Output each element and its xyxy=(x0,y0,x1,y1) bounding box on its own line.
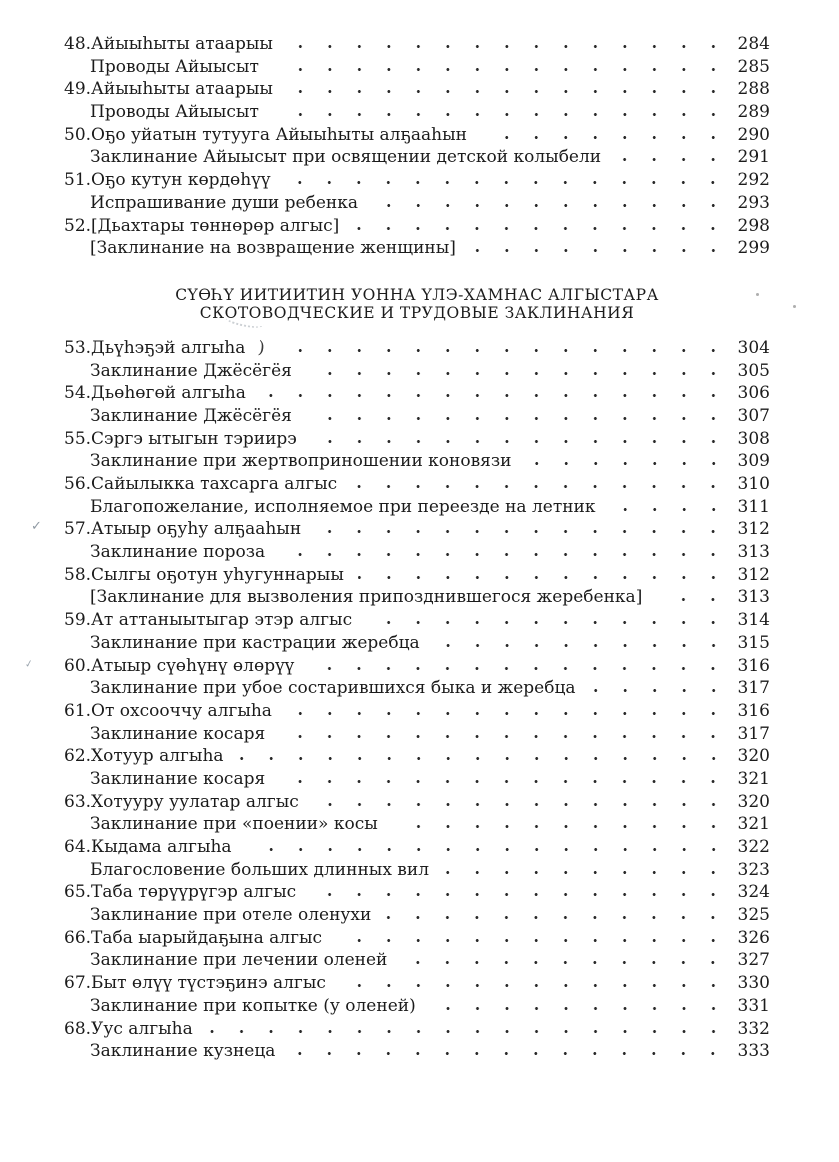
entry-title: Сылгы оҕотун уһугуннарыы xyxy=(91,564,344,585)
entry-translation: Заклинание при кастрации жеребца xyxy=(90,632,420,653)
toc-subtitle-row xyxy=(64,237,770,260)
toc-entry-row xyxy=(64,473,770,496)
page-number: 299 xyxy=(737,238,770,259)
entry-translation: Заклинание пороза xyxy=(90,542,266,563)
page-number: 320 xyxy=(737,746,770,767)
toc-subtitle-row xyxy=(64,632,770,655)
toc-entry-row xyxy=(64,428,770,451)
toc-entry-row xyxy=(24,655,770,678)
dot-leader xyxy=(353,226,728,231)
page-number: 322 xyxy=(737,837,770,857)
page-number: 317 xyxy=(737,723,770,744)
entry-title: Быт өлүү түстэҕинэ алгыс xyxy=(91,973,326,994)
dot-leader xyxy=(615,157,728,162)
dot-leader xyxy=(401,960,728,965)
toc-subtitle-row xyxy=(64,496,770,519)
dot-leader xyxy=(279,552,728,557)
page-number: 326 xyxy=(737,927,770,948)
entry-translation: Заклинание при «поении» косы xyxy=(90,814,378,835)
page-number: 292 xyxy=(737,170,770,191)
dot-leader xyxy=(287,44,728,49)
entry-title: Ат аттаныытыгар этэр алгыс xyxy=(91,610,353,631)
toc-subtitle-row xyxy=(64,541,770,564)
page-number: 311 xyxy=(737,496,770,517)
entry-title: Оҕо кутун көрдөһүү xyxy=(91,170,271,191)
entry-translation: Заклинание при убое состарившихся быка и жеребца xyxy=(90,678,576,699)
dot-leader xyxy=(308,666,728,671)
toc-entry-row xyxy=(64,1018,770,1041)
dot-leader xyxy=(313,802,728,807)
entry-number: 67. xyxy=(64,973,92,994)
page-number: 327 xyxy=(737,950,770,971)
toc-entry-row xyxy=(64,169,770,192)
page-number: 316 xyxy=(737,655,770,676)
page-number: 312 xyxy=(737,564,770,585)
entry-title: Айыыһыты атаарыы xyxy=(91,79,273,100)
dot-leader xyxy=(434,643,728,648)
dot-leader xyxy=(260,393,728,398)
dot-leader xyxy=(273,112,728,117)
page-number: 323 xyxy=(737,859,770,880)
pencil-check-mark: ✓ xyxy=(31,519,42,535)
entry-title: [Дьахтары төннөрөр алгыс] xyxy=(91,215,340,236)
toc-subtitle-row xyxy=(64,146,770,169)
entry-title: Атыыр оҕуһу алҕааһын xyxy=(91,519,302,540)
page-number: 307 xyxy=(737,405,770,426)
toc-subtitle-row xyxy=(64,1040,770,1063)
dot-leader xyxy=(289,1051,728,1056)
toc-block-2 xyxy=(24,337,770,1063)
toc-entry-row xyxy=(64,791,770,814)
entry-translation: Благопожелание, исполняемое при переезде на летник xyxy=(90,496,596,517)
toc-entry-row xyxy=(64,609,770,632)
dot-leader xyxy=(366,620,728,625)
dot-leader xyxy=(526,461,728,466)
dot-leader xyxy=(273,67,728,72)
entry-number: 52. xyxy=(64,215,92,236)
entry-title: Атыыр сүөһүнү өлөрүү xyxy=(91,655,295,676)
entry-title: Таба төрүүрүгэр алгыс xyxy=(91,882,297,903)
entry-translation: Проводы Айыысыт xyxy=(90,102,259,123)
entry-title: Айыыһыты атаарыы xyxy=(91,34,273,54)
page-number: 332 xyxy=(737,1018,770,1039)
toc-subtitle-row xyxy=(64,723,770,746)
entry-title: Кыдама алгыһа xyxy=(91,837,232,857)
dot-leader xyxy=(286,711,728,716)
page-number: 293 xyxy=(737,192,770,213)
entry-translation: Заклинание при копытке (у оленей) xyxy=(90,995,416,1016)
dot-leader xyxy=(238,756,728,761)
entry-number: 49. xyxy=(64,79,92,100)
dot-leader xyxy=(358,575,728,580)
page-number: 320 xyxy=(737,791,770,812)
dot-leader xyxy=(443,870,728,875)
toc-entry-row xyxy=(64,78,770,101)
dot-leader xyxy=(336,938,728,943)
entry-number: 66. xyxy=(64,927,92,948)
page-number: 324 xyxy=(737,882,770,903)
entry-number: 53. xyxy=(64,337,92,358)
entry-translation: Испрашивание души ребенка xyxy=(90,192,358,213)
entry-number: 68. xyxy=(64,1018,92,1039)
entry-translation: Заклинание при отеле оленухи xyxy=(90,905,372,926)
entry-number: 54. xyxy=(64,383,92,404)
toc-subtitle-row xyxy=(64,813,770,836)
toc-entry-row xyxy=(64,33,770,56)
page-number: 290 xyxy=(737,124,770,145)
page-number: 310 xyxy=(737,474,770,494)
entry-translation: Заклинание косаря xyxy=(90,768,266,789)
toc-subtitle-row xyxy=(64,405,770,428)
toc-entry-row xyxy=(64,215,770,238)
entry-translation: Заклинание Джёсёгёя xyxy=(90,405,292,426)
section-heading xyxy=(64,286,770,323)
entry-translation: Заклинание при лечении оленей xyxy=(90,950,388,971)
dot-leader xyxy=(340,983,728,988)
table-of-contents xyxy=(24,33,770,1063)
entry-number: 50. xyxy=(64,124,92,145)
page-number: 330 xyxy=(737,973,770,994)
dot-leader xyxy=(287,89,728,94)
entry-number: 59. xyxy=(64,610,92,631)
toc-entry-row xyxy=(64,564,770,587)
page-number: 306 xyxy=(737,383,770,404)
entry-title: Дьөһөгөй алгыһа xyxy=(91,383,246,404)
toc-subtitle-row xyxy=(64,677,770,700)
pencil-note-mark: ) xyxy=(257,337,267,359)
toc-block-1 xyxy=(64,33,770,260)
dot-leader xyxy=(315,529,728,534)
entry-translation: [Заклинание на возвращение женщины] xyxy=(90,238,456,259)
entry-title: Хотууру уулатар алгыс xyxy=(91,791,299,812)
page-number: 325 xyxy=(737,905,770,926)
page-number: 313 xyxy=(737,587,770,608)
scan-speck xyxy=(793,305,796,308)
page-number: 317 xyxy=(737,678,770,699)
entry-title: Хотуур алгыһа xyxy=(91,746,224,767)
toc-subtitle-row xyxy=(64,949,770,972)
entry-translation: Проводы Айыысыт xyxy=(90,56,259,77)
entry-number: 63. xyxy=(64,791,92,812)
dot-leader xyxy=(430,1006,728,1011)
entry-translation: Заклинание Джёсёгёя xyxy=(90,360,292,381)
page-number: 315 xyxy=(737,632,770,653)
entry-number: 62. xyxy=(64,746,92,767)
entry-translation: [Заклинание для вызволения припозднившегося жеребенка] xyxy=(90,587,643,608)
entry-number: 51. xyxy=(64,170,92,191)
dot-leader xyxy=(246,847,728,852)
toc-entry-row xyxy=(64,124,770,147)
toc-subtitle-row xyxy=(64,586,770,609)
entry-translation: Заклинание при жертвоприношении коновязи xyxy=(90,451,512,472)
page-number: 312 xyxy=(737,519,770,540)
toc-subtitle-row xyxy=(64,859,770,882)
entry-number: 65. xyxy=(64,882,92,903)
entry-title: Оҕо уйатын тутууга Айыыһыты алҕааһын xyxy=(91,124,467,145)
dot-leader xyxy=(306,416,728,421)
dot-leader xyxy=(385,915,728,920)
dot-leader xyxy=(470,248,728,253)
entry-number: 58. xyxy=(64,564,92,585)
page-number: 313 xyxy=(737,542,770,563)
section-heading-yakut: СҮӨҺҮ ИИТИИТИН УОННА ҮЛЭ-ХАМНАС АЛГЫСТАРА xyxy=(175,285,659,304)
page-number: 291 xyxy=(737,147,770,168)
page-number: 289 xyxy=(737,102,770,123)
page-number: 309 xyxy=(737,451,770,472)
entry-number: 64. xyxy=(64,837,92,857)
dot-leader xyxy=(372,203,728,208)
toc-entry-row xyxy=(64,836,770,859)
toc-subtitle-row xyxy=(64,995,770,1018)
dot-leader xyxy=(392,824,728,829)
page-number: 308 xyxy=(737,428,770,449)
entry-translation: Заклинание кузнеца xyxy=(90,1041,276,1062)
dot-leader xyxy=(311,439,728,444)
toc-entry-row xyxy=(31,518,770,541)
entry-translation: Заклинание Айыысыт при освящении детской колыбели xyxy=(90,147,602,168)
entry-translation: Благословение больших длинных вил xyxy=(90,859,430,880)
entry-title: Дьүһэҕэй алгыһа xyxy=(91,337,246,358)
toc-subtitle-row xyxy=(64,101,770,124)
dot-leader xyxy=(279,348,728,353)
page-number: 285 xyxy=(737,56,770,77)
dot-leader xyxy=(351,484,728,489)
page-number: 305 xyxy=(737,360,770,381)
pencil-check-mark: ✓ xyxy=(24,657,35,671)
dot-leader xyxy=(279,734,728,739)
page-number: 316 xyxy=(737,700,770,721)
entry-number: 56. xyxy=(64,474,92,494)
toc-entry-row xyxy=(64,927,770,950)
toc-entry-row xyxy=(64,745,770,768)
entry-title: Уус алгыһа xyxy=(91,1018,193,1039)
entry-number: 61. xyxy=(64,700,92,721)
entry-title: Сайылыкка тахсарга алгыс xyxy=(91,474,338,494)
toc-subtitle-row xyxy=(64,768,770,791)
dot-leader xyxy=(590,688,728,693)
toc-entry-row xyxy=(64,382,770,405)
dot-leader xyxy=(279,779,728,784)
toc-entry-row xyxy=(64,337,770,360)
dot-leader xyxy=(310,892,728,897)
dot-leader xyxy=(656,597,728,602)
page-number: 304 xyxy=(737,337,770,358)
toc-entry-row xyxy=(64,972,770,995)
page-number: 321 xyxy=(737,814,770,835)
page-number: 284 xyxy=(737,34,770,54)
entry-title: Таба ыарыйдаҕына алгыс xyxy=(91,927,323,948)
toc-subtitle-row xyxy=(64,56,770,79)
toc-entry-row xyxy=(64,700,770,723)
page-number: 333 xyxy=(737,1041,770,1062)
entry-number: 48. xyxy=(64,34,92,54)
toc-entry-row xyxy=(64,881,770,904)
toc-subtitle-row xyxy=(64,192,770,215)
entry-translation: Заклинание косаря xyxy=(90,723,266,744)
page-number: 314 xyxy=(737,610,770,631)
page-number: 298 xyxy=(737,215,770,236)
entry-number: 57. xyxy=(64,519,92,540)
dot-leader xyxy=(481,135,728,140)
toc-subtitle-row xyxy=(64,450,770,473)
section-heading-russian: СКОТОВОДЧЕСКИЕ И ТРУДОВЫЕ ЗАКЛИНАНИЯ xyxy=(199,304,635,323)
page-number: 331 xyxy=(737,995,770,1016)
dot-leader xyxy=(207,1029,728,1034)
dot-leader xyxy=(306,371,728,376)
entry-title: От охсооччу алгыһа xyxy=(91,700,272,721)
toc-subtitle-row xyxy=(64,904,770,927)
page-number: 288 xyxy=(737,79,770,100)
page-number: 321 xyxy=(737,768,770,789)
dot-leader xyxy=(610,507,728,512)
entry-number: 55. xyxy=(64,428,92,449)
toc-subtitle-row xyxy=(64,360,770,383)
scan-speck xyxy=(756,293,759,296)
entry-number: 60. xyxy=(64,655,92,676)
entry-title: Сэргэ ытыгын тэриирэ xyxy=(91,428,297,449)
dot-leader xyxy=(284,180,728,185)
